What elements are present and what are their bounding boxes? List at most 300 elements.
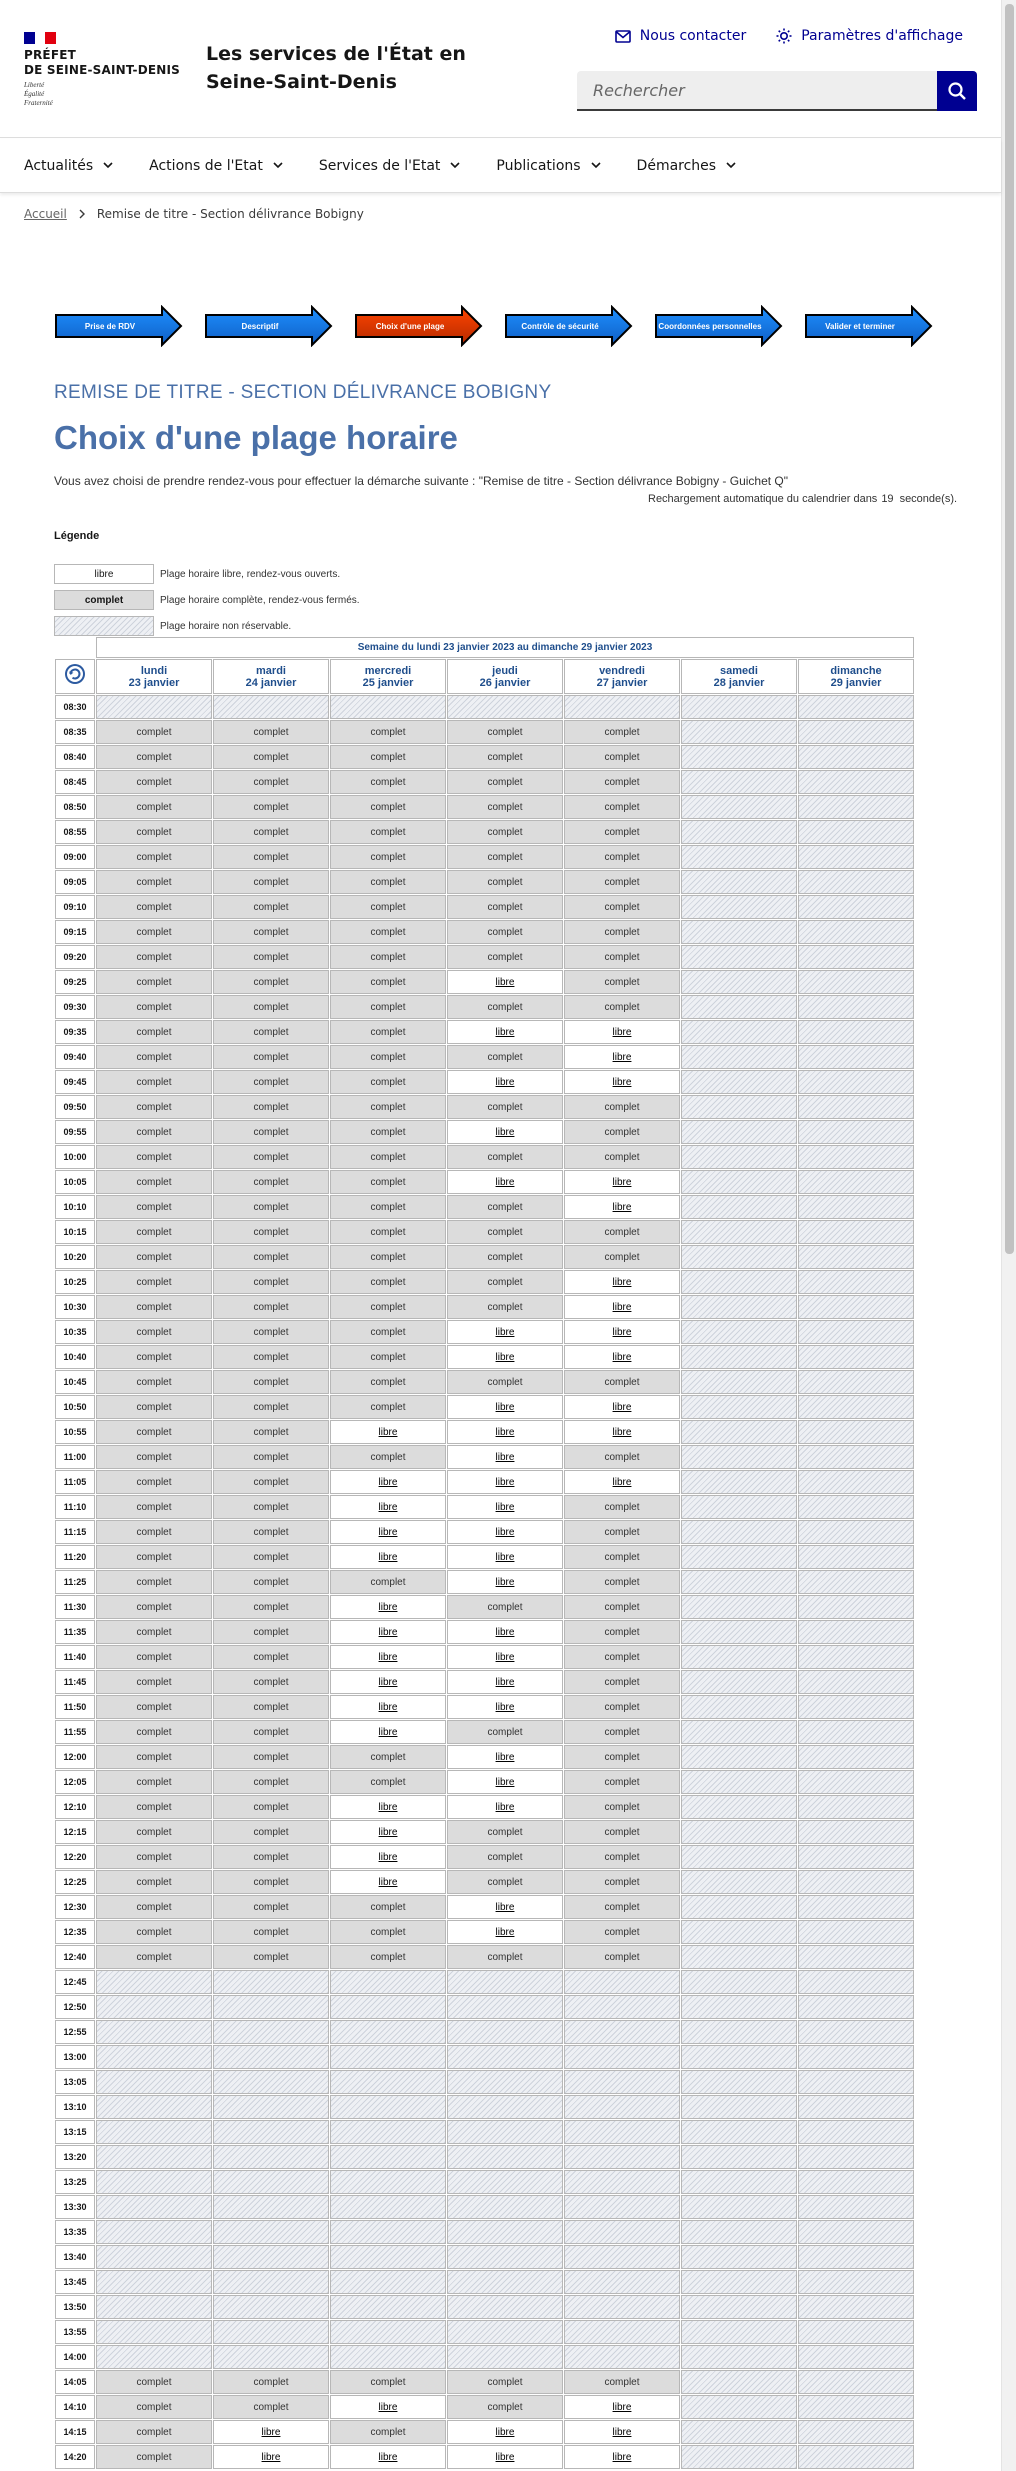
slot-free[interactable]: libre xyxy=(447,1445,563,1469)
slot-free[interactable]: libre xyxy=(447,1920,563,1944)
refresh-calendar-button[interactable] xyxy=(55,659,95,694)
slot-unavailable xyxy=(681,1145,797,1169)
slot-full: complet xyxy=(564,1845,680,1869)
slot-unavailable xyxy=(681,920,797,944)
slot-unavailable xyxy=(681,2395,797,2419)
slot-unavailable xyxy=(96,2195,212,2219)
slot-unavailable xyxy=(798,1170,914,1194)
legend-description: Plage horaire complète, rendez-vous fermés. xyxy=(160,594,360,606)
page-scrollbar[interactable] xyxy=(1001,0,1016,2471)
slot-full: complet xyxy=(96,720,212,744)
slot-unavailable xyxy=(213,2220,329,2244)
day-date: 26 janvier xyxy=(479,676,531,689)
scrollbar-thumb[interactable] xyxy=(1005,4,1014,1254)
slot-free[interactable]: libre xyxy=(564,1070,680,1094)
time-label: 11:40 xyxy=(55,1645,95,1669)
slot-free[interactable]: libre xyxy=(564,1170,680,1194)
slot-free[interactable]: libre xyxy=(330,1420,446,1444)
slot-full: complet xyxy=(564,1620,680,1644)
time-label: 10:00 xyxy=(55,1145,95,1169)
time-label: 09:05 xyxy=(55,870,95,894)
nav-item-label: Actions de l'Etat xyxy=(149,157,263,174)
slot-free[interactable]: libre xyxy=(330,1470,446,1494)
slot-free[interactable]: libre xyxy=(564,1420,680,1444)
slot-free[interactable]: libre xyxy=(564,2445,680,2469)
slot-free[interactable]: libre xyxy=(447,1795,563,1819)
slot-full: complet xyxy=(564,845,680,869)
prefecture-line1: PRÉFET xyxy=(24,48,77,62)
slot-unavailable xyxy=(681,1545,797,1569)
flag-red-band xyxy=(45,32,56,44)
slot-unavailable xyxy=(798,2395,914,2419)
flag-white-band xyxy=(35,32,46,44)
slot-unavailable xyxy=(798,995,914,1019)
slot-free[interactable]: libre xyxy=(564,1020,680,1044)
time-label: 12:20 xyxy=(55,1845,95,1869)
time-label: 13:15 xyxy=(55,2120,95,2144)
time-label: 12:00 xyxy=(55,1745,95,1769)
display-settings-button[interactable] xyxy=(776,28,963,44)
slot-unavailable xyxy=(798,795,914,819)
slot-unavailable xyxy=(447,1970,563,1994)
timeslot-row xyxy=(55,920,914,944)
slot-unavailable xyxy=(96,2320,212,2344)
slot-full: complet xyxy=(96,2420,212,2444)
timeslot-row xyxy=(55,2245,914,2269)
slot-free[interactable]: libre xyxy=(447,1020,563,1044)
slot-full: complet xyxy=(330,870,446,894)
slot-unavailable xyxy=(96,2170,212,2194)
display-settings-label: Paramètres d'affichage xyxy=(801,28,963,44)
slot-unavailable xyxy=(798,1970,914,1994)
slot-full: complet xyxy=(330,820,446,844)
slot-unavailable xyxy=(330,2020,446,2044)
slot-unavailable xyxy=(798,1045,914,1069)
slot-unavailable xyxy=(681,1020,797,1044)
slot-unavailable xyxy=(681,1595,797,1619)
slot-full: complet xyxy=(564,795,680,819)
day-date: 23 janvier xyxy=(128,676,180,689)
slot-free[interactable]: libre xyxy=(447,1645,563,1669)
slot-unavailable xyxy=(798,1645,914,1669)
slot-full: complet xyxy=(447,820,563,844)
slot-unavailable xyxy=(564,2295,680,2319)
slot-unavailable xyxy=(798,1195,914,1219)
slot-full: complet xyxy=(213,1495,329,1519)
slot-unavailable xyxy=(213,2020,329,2044)
time-label: 09:30 xyxy=(55,995,95,1019)
timeslot-row xyxy=(55,1645,914,1669)
slot-unavailable xyxy=(96,1995,212,2019)
slot-full: complet xyxy=(447,795,563,819)
slot-free[interactable]: libre xyxy=(447,1470,563,1494)
header-links xyxy=(615,28,963,44)
slot-full: complet xyxy=(447,895,563,919)
slot-full: complet xyxy=(564,1120,680,1144)
day-header xyxy=(213,659,329,694)
slot-unavailable xyxy=(681,1045,797,1069)
slot-free[interactable]: libre xyxy=(564,2420,680,2444)
slot-free[interactable]: libre xyxy=(330,1520,446,1544)
slot-unavailable xyxy=(681,1195,797,1219)
slot-unavailable xyxy=(681,2270,797,2294)
slot-full: complet xyxy=(213,970,329,994)
timeslot-row xyxy=(55,1070,914,1094)
nav-item[interactable] xyxy=(319,139,497,192)
slot-full: complet xyxy=(213,1445,329,1469)
slot-full: complet xyxy=(330,1370,446,1394)
slot-free[interactable]: libre xyxy=(564,1320,680,1344)
timeslot-row xyxy=(55,1320,914,1344)
timeslot-row xyxy=(55,1520,914,1544)
slot-free[interactable]: libre xyxy=(330,1645,446,1669)
slot-full: complet xyxy=(330,845,446,869)
day-name: vendredi xyxy=(599,664,645,677)
slot-full: complet xyxy=(96,1595,212,1619)
slot-free[interactable]: libre xyxy=(564,2395,680,2419)
slot-unavailable xyxy=(447,1995,563,2019)
service-name: REMISE DE TITRE - SECTION DÉLIVRANCE BOBIGNY xyxy=(54,382,552,403)
timeslot-row xyxy=(55,1370,914,1394)
slot-free[interactable]: libre xyxy=(564,1270,680,1294)
legend-swatch-libre: libre xyxy=(54,564,154,584)
slot-unavailable xyxy=(96,2070,212,2094)
time-label: 13:45 xyxy=(55,2270,95,2294)
time-label: 09:15 xyxy=(55,920,95,944)
slot-full: complet xyxy=(330,1195,446,1219)
slot-full: complet xyxy=(96,1395,212,1419)
slot-unavailable xyxy=(213,1995,329,2019)
slot-full: complet xyxy=(213,1845,329,1869)
timeslot-row xyxy=(55,1895,914,1919)
slot-free[interactable]: libre xyxy=(447,1420,563,1444)
progress-step xyxy=(54,305,183,347)
slot-full: complet xyxy=(447,1720,563,1744)
slot-full: complet xyxy=(96,1495,212,1519)
slot-free[interactable]: libre xyxy=(447,1170,563,1194)
slot-free[interactable]: libre xyxy=(330,1545,446,1569)
slot-full: complet xyxy=(96,995,212,1019)
slot-unavailable xyxy=(798,695,914,719)
progress-step-label: Descriptif xyxy=(241,321,279,331)
slot-unavailable xyxy=(681,1820,797,1844)
search-button[interactable] xyxy=(937,71,977,111)
contact-link[interactable] xyxy=(615,28,746,44)
slot-free[interactable]: libre xyxy=(447,1745,563,1769)
slot-free[interactable]: libre xyxy=(447,1120,563,1144)
timeslot-row xyxy=(55,1445,914,1469)
slot-unavailable xyxy=(96,2020,212,2044)
slot-unavailable xyxy=(213,1970,329,1994)
slot-unavailable xyxy=(681,1945,797,1969)
slot-unavailable xyxy=(798,2420,914,2444)
slot-unavailable xyxy=(681,2245,797,2269)
slot-free[interactable]: libre xyxy=(447,1395,563,1419)
slot-free[interactable]: libre xyxy=(447,1345,563,1369)
slot-free[interactable]: libre xyxy=(447,970,563,994)
slot-free[interactable]: libre xyxy=(447,2445,563,2469)
time-label: 10:35 xyxy=(55,1320,95,1344)
slot-unavailable xyxy=(798,1295,914,1319)
slot-full: complet xyxy=(564,895,680,919)
timeslot-row xyxy=(55,1945,914,1969)
slot-unavailable xyxy=(798,720,914,744)
slot-unavailable xyxy=(798,1870,914,1894)
slot-free[interactable]: libre xyxy=(330,1620,446,1644)
slot-unavailable xyxy=(681,1645,797,1669)
slot-full: complet xyxy=(330,1170,446,1194)
slot-unavailable xyxy=(681,1170,797,1194)
slot-free[interactable]: libre xyxy=(564,1395,680,1419)
slot-free[interactable]: libre xyxy=(564,1045,680,1069)
slot-full: complet xyxy=(330,1070,446,1094)
time-label: 10:25 xyxy=(55,1270,95,1294)
slot-free[interactable]: libre xyxy=(330,1720,446,1744)
slot-free[interactable]: libre xyxy=(564,1295,680,1319)
nav-item-label: Actualités xyxy=(24,157,94,174)
slot-free[interactable]: libre xyxy=(330,1820,446,1844)
slot-full: complet xyxy=(447,1370,563,1394)
time-label: 08:35 xyxy=(55,720,95,744)
slot-unavailable xyxy=(798,1920,914,1944)
slot-free[interactable]: libre xyxy=(330,1870,446,1894)
slot-full: complet xyxy=(330,1345,446,1369)
slot-full: complet xyxy=(330,745,446,769)
slot-free[interactable]: libre xyxy=(447,1770,563,1794)
slot-full: complet xyxy=(330,1120,446,1144)
slot-free[interactable]: libre xyxy=(447,1670,563,1694)
slot-unavailable xyxy=(681,1270,797,1294)
slot-free[interactable]: libre xyxy=(213,2420,329,2444)
time-label: 12:35 xyxy=(55,1920,95,1944)
reload-text: Rechargement automatique du calendrier dans xyxy=(648,493,878,505)
site-title[interactable]: Les services de l'État en Seine-Saint-Denis xyxy=(206,43,466,93)
slot-unavailable xyxy=(330,2045,446,2069)
nav-item[interactable] xyxy=(24,139,149,192)
slot-free[interactable]: libre xyxy=(447,1570,563,1594)
timeslot-row xyxy=(55,1745,914,1769)
slot-full: complet xyxy=(564,870,680,894)
progress-step xyxy=(504,305,633,347)
slot-unavailable xyxy=(798,1145,914,1169)
slot-full: complet xyxy=(564,745,680,769)
chevron-down-icon xyxy=(726,162,736,169)
slot-full: complet xyxy=(96,1020,212,1044)
slot-unavailable xyxy=(213,2195,329,2219)
breadcrumb-home[interactable]: Accueil xyxy=(24,207,67,221)
slot-unavailable xyxy=(564,2220,680,2244)
slot-full: complet xyxy=(213,1770,329,1794)
day-header xyxy=(330,659,446,694)
breadcrumb-current: Remise de titre - Section délivrance Bobigny xyxy=(96,207,364,221)
slot-unavailable xyxy=(681,1570,797,1594)
slot-unavailable xyxy=(96,2345,212,2369)
slot-free[interactable]: libre xyxy=(330,1845,446,1869)
slot-full: complet xyxy=(447,1045,563,1069)
slot-full: complet xyxy=(447,870,563,894)
slot-full: complet xyxy=(213,1870,329,1894)
timeslot-row xyxy=(55,2020,914,2044)
slot-free[interactable]: libre xyxy=(447,1495,563,1519)
slot-full: complet xyxy=(96,1820,212,1844)
nav-item[interactable] xyxy=(149,139,319,192)
slot-unavailable xyxy=(798,2345,914,2369)
time-label: 11:45 xyxy=(55,1670,95,1694)
nav-item[interactable] xyxy=(496,139,636,192)
progress-step-label: Prise de RDV xyxy=(84,321,136,331)
slot-full: complet xyxy=(96,1645,212,1669)
slot-full: complet xyxy=(96,2445,212,2469)
slot-unavailable xyxy=(213,2270,329,2294)
mail-icon xyxy=(615,30,631,43)
slot-free[interactable]: libre xyxy=(447,1070,563,1094)
slot-unavailable xyxy=(447,2245,563,2269)
time-label: 10:40 xyxy=(55,1345,95,1369)
slot-full: complet xyxy=(447,1945,563,1969)
slot-unavailable xyxy=(447,2170,563,2194)
slot-unavailable xyxy=(681,1695,797,1719)
slot-full: complet xyxy=(96,2395,212,2419)
progress-step xyxy=(354,305,483,347)
slot-unavailable xyxy=(681,1095,797,1119)
slot-full: complet xyxy=(330,1145,446,1169)
slot-full: complet xyxy=(564,920,680,944)
slot-unavailable xyxy=(798,1345,914,1369)
slot-unavailable xyxy=(564,2095,680,2119)
slot-free[interactable]: libre xyxy=(213,2445,329,2469)
slot-unavailable xyxy=(564,695,680,719)
slot-free[interactable]: libre xyxy=(330,2445,446,2469)
slot-full: complet xyxy=(447,1195,563,1219)
time-label: 13:40 xyxy=(55,2245,95,2269)
timeslot-row xyxy=(55,845,914,869)
slot-full: complet xyxy=(96,1370,212,1394)
slot-unavailable xyxy=(96,2095,212,2119)
slot-unavailable xyxy=(96,695,212,719)
time-label: 10:50 xyxy=(55,1395,95,1419)
nav-item-label: Publications xyxy=(496,157,581,174)
slot-free[interactable]: libre xyxy=(447,1320,563,1344)
slot-full: complet xyxy=(213,720,329,744)
slot-unavailable xyxy=(681,2445,797,2469)
slot-unavailable xyxy=(681,1895,797,1919)
slot-unavailable xyxy=(798,2120,914,2144)
nav-item[interactable] xyxy=(637,139,773,192)
slot-unavailable xyxy=(96,2245,212,2269)
timeslot-row xyxy=(55,945,914,969)
slot-full: complet xyxy=(213,1195,329,1219)
day-header xyxy=(564,659,680,694)
timeslot-row xyxy=(55,1920,914,1944)
prefecture-logo[interactable] xyxy=(24,32,180,108)
slot-unavailable xyxy=(681,1870,797,1894)
slot-full: complet xyxy=(213,920,329,944)
slot-free[interactable]: libre xyxy=(564,1195,680,1219)
slot-full: complet xyxy=(96,1320,212,1344)
slot-unavailable xyxy=(798,1995,914,2019)
day-name: samedi xyxy=(720,664,758,677)
time-label: 12:55 xyxy=(55,2020,95,2044)
slot-unavailable xyxy=(564,2120,680,2144)
refresh-icon xyxy=(64,663,86,685)
time-label: 11:10 xyxy=(55,1495,95,1519)
time-label: 11:25 xyxy=(55,1570,95,1594)
slot-full: complet xyxy=(330,945,446,969)
slot-full: complet xyxy=(213,1320,329,1344)
slot-free[interactable]: libre xyxy=(447,1895,563,1919)
slot-full: complet xyxy=(96,1095,212,1119)
slot-unavailable xyxy=(447,2020,563,2044)
timeslot-row xyxy=(55,1545,914,1569)
slot-free[interactable]: libre xyxy=(447,1520,563,1544)
slot-unavailable xyxy=(681,1245,797,1269)
slot-unavailable xyxy=(798,2020,914,2044)
slot-free[interactable]: libre xyxy=(330,2395,446,2419)
slot-unavailable xyxy=(564,1995,680,2019)
slot-unavailable xyxy=(681,720,797,744)
reload-unit: seconde(s). xyxy=(899,493,958,505)
slot-full: complet xyxy=(447,770,563,794)
slot-unavailable xyxy=(798,970,914,994)
legend-description: Plage horaire non réservable. xyxy=(160,620,292,632)
slot-full: complet xyxy=(213,945,329,969)
slot-free[interactable]: libre xyxy=(447,2420,563,2444)
slot-full: complet xyxy=(96,1745,212,1769)
slot-unavailable xyxy=(681,1395,797,1419)
slot-free[interactable]: libre xyxy=(330,1595,446,1619)
timeslot-row xyxy=(55,2120,914,2144)
slot-full: complet xyxy=(96,1420,212,1444)
slot-unavailable xyxy=(798,1620,914,1644)
time-label: 11:30 xyxy=(55,1595,95,1619)
timeslot-row xyxy=(55,2370,914,2394)
slot-free[interactable]: libre xyxy=(330,1495,446,1519)
main-navigation xyxy=(0,139,1001,193)
slot-free[interactable]: libre xyxy=(447,1545,563,1569)
slot-unavailable xyxy=(681,1370,797,1394)
time-label: 09:35 xyxy=(55,1020,95,1044)
progress-step xyxy=(804,305,933,347)
slot-full: complet xyxy=(96,1545,212,1569)
legend xyxy=(54,561,360,639)
slot-unavailable xyxy=(330,1995,446,2019)
slot-full: complet xyxy=(564,1720,680,1744)
slot-free[interactable]: libre xyxy=(564,1470,680,1494)
chevron-right-icon xyxy=(79,209,85,219)
slot-free[interactable]: libre xyxy=(330,1795,446,1819)
slot-unavailable xyxy=(681,1320,797,1344)
day-name: lundi xyxy=(140,664,168,677)
slot-unavailable xyxy=(681,1220,797,1244)
search-input[interactable] xyxy=(577,71,937,111)
slot-free[interactable]: libre xyxy=(330,1670,446,1694)
slot-free[interactable]: libre xyxy=(564,1345,680,1369)
slot-free[interactable]: libre xyxy=(330,1695,446,1719)
slot-free[interactable]: libre xyxy=(447,1695,563,1719)
slot-full: complet xyxy=(213,1420,329,1444)
day-name: mercredi xyxy=(364,664,412,677)
timeslot-row xyxy=(55,1470,914,1494)
slot-full: complet xyxy=(96,1170,212,1194)
time-label: 09:10 xyxy=(55,895,95,919)
slot-full: complet xyxy=(96,1070,212,1094)
slot-full: complet xyxy=(213,845,329,869)
slot-unavailable xyxy=(96,2145,212,2169)
slot-full: complet xyxy=(96,1470,212,1494)
legend-item xyxy=(54,561,360,587)
slot-full: complet xyxy=(447,720,563,744)
slot-free[interactable]: libre xyxy=(447,1620,563,1644)
